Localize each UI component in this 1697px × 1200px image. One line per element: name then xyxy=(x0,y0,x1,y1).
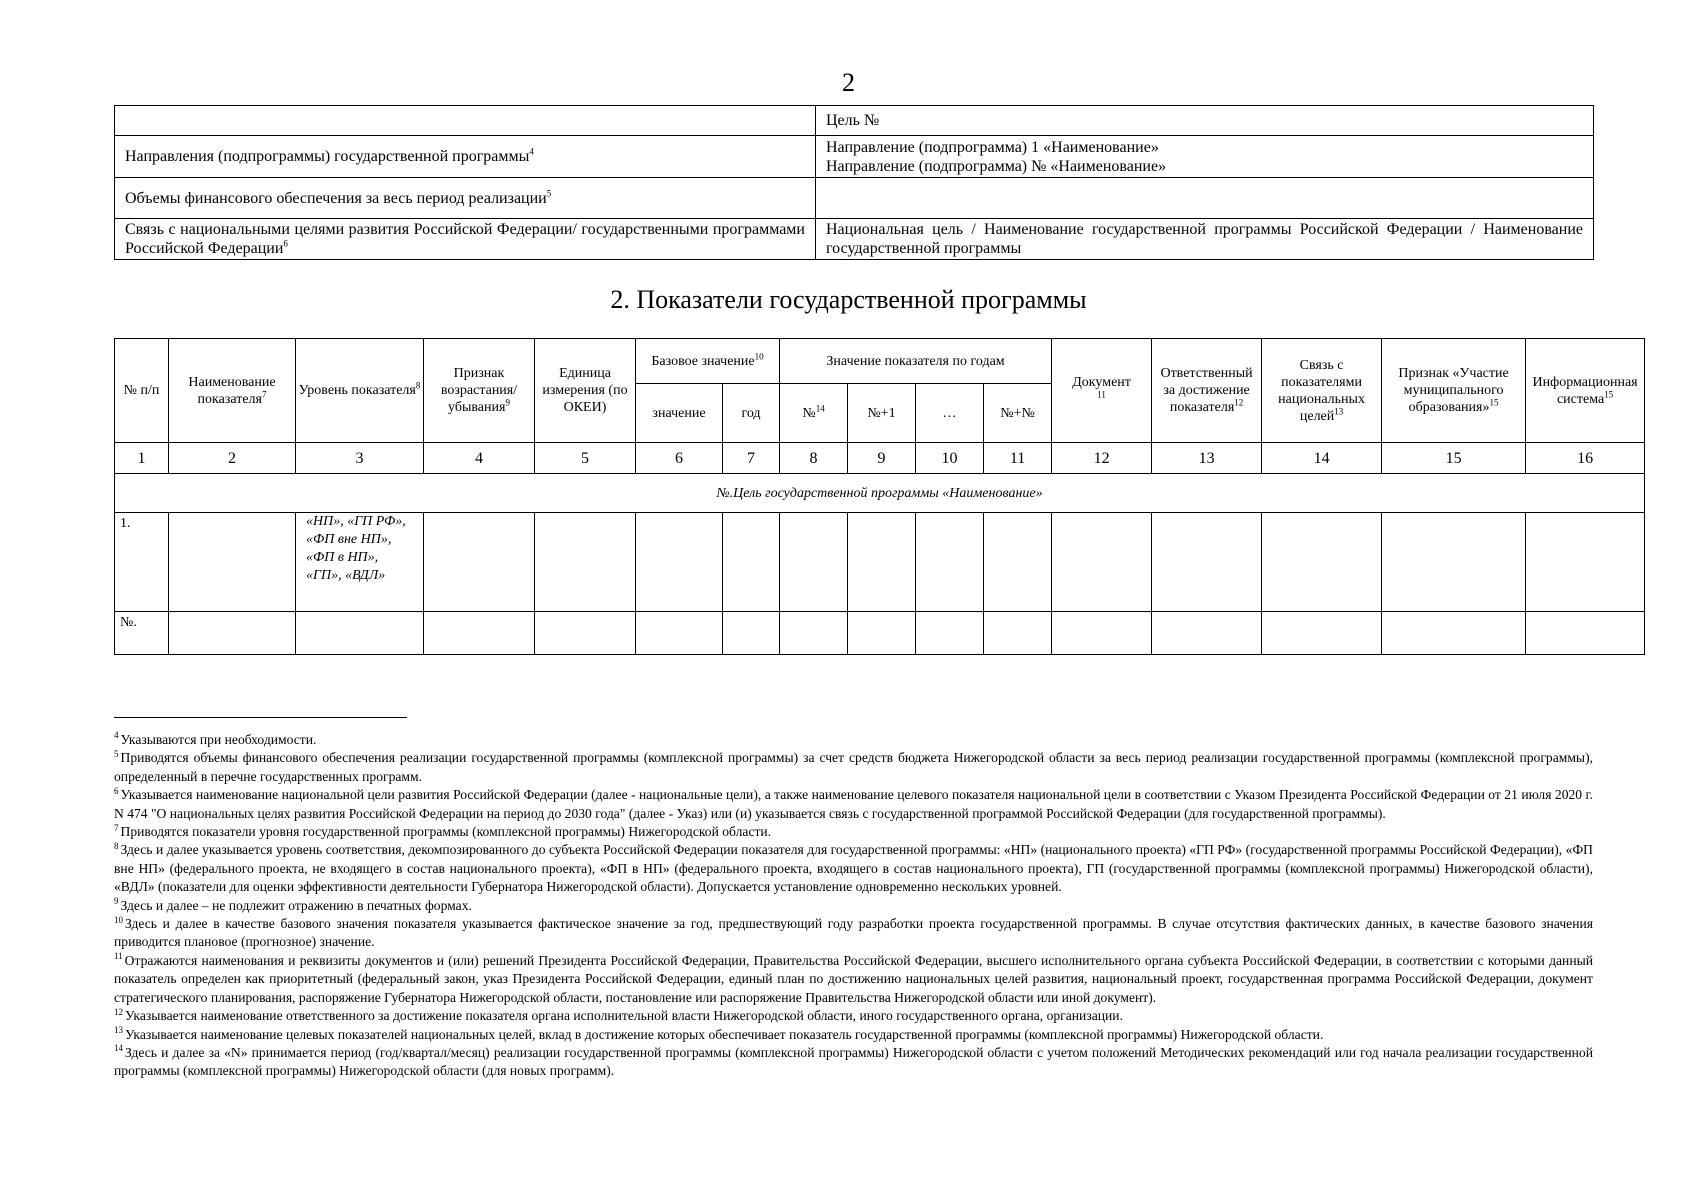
table-cell xyxy=(1526,612,1645,655)
table-cell xyxy=(916,612,984,655)
table-cell xyxy=(848,513,916,612)
table-cell xyxy=(1382,513,1526,612)
column-number: 12 xyxy=(1052,443,1152,474)
table-cell xyxy=(1526,513,1645,612)
footnote-ref: 7 xyxy=(261,388,267,399)
summary-label-text: Объемы финансового обеспечения за весь период реализации xyxy=(125,189,547,207)
summary-value-line: Направление (подпрограмма) № «Наименование» xyxy=(826,157,1167,175)
footnote-mark: 14 xyxy=(114,1043,123,1054)
header-years-group: Значение показателя по годам xyxy=(780,339,1052,384)
table-cell xyxy=(780,513,848,612)
summary-row-funding xyxy=(115,178,1594,219)
column-number: 10 xyxy=(916,443,984,474)
column-number: 9 xyxy=(848,443,916,474)
row-level xyxy=(296,612,424,655)
table-cell xyxy=(636,612,723,655)
header-row xyxy=(115,339,1645,384)
header-document xyxy=(1052,339,1152,443)
header-text: Наименование показателя xyxy=(188,374,276,407)
footnote xyxy=(114,841,1593,896)
footnote xyxy=(114,786,1593,823)
footnote xyxy=(114,952,1593,1007)
header-base xyxy=(636,339,780,384)
footnote xyxy=(114,1026,1593,1044)
footnote-text: Приводятся показатели уровня государственной программы (комплексной программы) Нижегородской области. xyxy=(120,824,772,840)
header-text: Признак возрастания/ убывания xyxy=(440,366,518,415)
header-year-nn: №+№ xyxy=(984,384,1052,443)
summary-row-goal xyxy=(115,106,1594,136)
footnote-text: Здесь и далее за «N» принимается период (год/квартал/месяц) реализации государственной программы (комплексной программы) Нижегородской области с учетом положений Методических рекомендаций или год начала реализации государственной программы (комплексной программы) Нижегородской области (для новых программ). xyxy=(114,1044,1593,1079)
footnote-text: Здесь и далее – не подлежит отражению в печатных формах. xyxy=(120,897,472,913)
footnote-ref: 12 xyxy=(1234,397,1244,408)
footnote xyxy=(114,749,1593,786)
table-cell xyxy=(1052,612,1152,655)
table-cell xyxy=(535,513,636,612)
summary-value-line: Направление (подпрограмма) 1 «Наименование» xyxy=(826,138,1159,156)
row-level: «НП», «ГП РФ», «ФП вне НП», «ФП в НП», «ГП», «ВДЛ» xyxy=(296,513,424,612)
indicators-table xyxy=(114,338,1645,655)
header-text: Ответственный за достижение показателя xyxy=(1160,366,1253,415)
summary-label-text: Направления (подпрограммы) государственной программы xyxy=(125,148,530,165)
footnote-mark: 7 xyxy=(114,822,119,833)
footnote-mark: 8 xyxy=(114,840,119,851)
footnote-mark: 12 xyxy=(114,1006,123,1017)
footnote-mark: 6 xyxy=(114,785,119,796)
column-number: 2 xyxy=(169,443,296,474)
summary-label xyxy=(115,136,816,178)
table-cell xyxy=(723,513,780,612)
row-num: 1. xyxy=(115,513,169,612)
table-cell xyxy=(1152,513,1262,612)
table-cell xyxy=(780,612,848,655)
table-row xyxy=(115,513,1645,612)
table-cell xyxy=(984,612,1052,655)
table-cell xyxy=(848,612,916,655)
goal-title: №.Цель государственной программы «Наименование» xyxy=(115,474,1645,513)
summary-value: Национальная цель / Наименование государственной программы Российской Федерации / Наименование государственной программы xyxy=(816,219,1594,260)
footnote-mark: 4 xyxy=(114,730,119,741)
table-cell xyxy=(1052,513,1152,612)
header-num: № п/п xyxy=(115,339,169,443)
page-number: 2 xyxy=(842,68,855,97)
summary-label xyxy=(115,106,816,136)
footnote-text: Здесь и далее указывается уровень соответствия, декомпозированного до субъекта Российской Федерации показателя для государственной программы: «НП» (национального проекта) «ГП РФ» (государственной программы Российской Федерации), «ФП вне НП» (федерального проекта, не входящего в состав национального проекта), «ФП в НП» (федерального проекта, входящего в состав национального проекта), ГП (государственной программы (комплексной программы) Нижегородской области), «ВДЛ» (показатели для оценки эффективности деятельности Губернатора Нижегородской области). Допускается установление одновременно нескольких уровней. xyxy=(114,842,1593,895)
column-number: 4 xyxy=(424,443,535,474)
header-responsible xyxy=(1152,339,1262,443)
summary-label-text: Связь с национальными целями развития Российской Федерации/ государственными программами Российской Федерации xyxy=(125,221,805,257)
footnote-text: Указывается наименование ответственного за достижение показателя органа исполнительной власти Нижегородской области, иного государственного органа, организации. xyxy=(125,1008,1123,1024)
summary-value xyxy=(816,178,1594,219)
column-number: 13 xyxy=(1152,443,1262,474)
footnote xyxy=(114,897,1593,915)
table-cell xyxy=(1382,612,1526,655)
column-number: 14 xyxy=(1262,443,1382,474)
summary-row-national-goals xyxy=(115,219,1594,260)
column-number: 1 xyxy=(115,443,169,474)
summary-label xyxy=(115,178,816,219)
header-municipal xyxy=(1382,339,1526,443)
table-cell xyxy=(169,513,296,612)
header-text: Связь с показателями национальных целей xyxy=(1278,357,1365,424)
table-cell xyxy=(1262,513,1382,612)
header-text: № xyxy=(802,405,816,421)
footnote-mark: 13 xyxy=(114,1024,123,1035)
footnote xyxy=(114,1007,1593,1025)
header-year-n1: №+1 xyxy=(848,384,916,443)
table-cell xyxy=(1262,612,1382,655)
footnote-ref: 8 xyxy=(415,380,421,391)
footnote-ref: 5 xyxy=(546,188,552,199)
footnote-ref: 6 xyxy=(283,238,288,249)
footnote-text: Указывается наименование национальной цели развития Российской Федерации (далее - национальные цели), а также наименование целевого показателя национальной цели в соответствии с Указом Президента Российской Федерации от 21 июля 2020 г. N 474 "О национальных целях развития Российской Федерации на период до 2030 года" (далее - Указ) или (и) указывается связь с государственной программой Российской Федерации (для государственной программы). xyxy=(114,787,1593,821)
footnote xyxy=(114,731,1593,749)
column-number: 16 xyxy=(1526,443,1645,474)
footnote-mark: 10 xyxy=(114,914,123,925)
summary-value xyxy=(816,136,1594,178)
table-cell xyxy=(169,612,296,655)
column-number: 15 xyxy=(1382,443,1526,474)
header-text: Уровень показателя xyxy=(298,383,416,398)
program-summary-table xyxy=(114,105,1594,260)
footnote-mark: 5 xyxy=(114,748,119,759)
footnote-text: Здесь и далее в качестве базового значения показателя указывается фактическое значение за год, предшествующий году разработки проекта государственной программы. В случае отсутствия фактических данных, в качестве базового значения приводится плановое (прогнозное) значение. xyxy=(114,916,1593,950)
footnote-ref: 11 xyxy=(1097,388,1106,399)
table-cell xyxy=(1152,612,1262,655)
footnote-ref: 13 xyxy=(1334,405,1344,416)
header-level xyxy=(296,339,424,443)
footnotes xyxy=(114,731,1593,1081)
header-text: Документ xyxy=(1072,374,1131,390)
header-name xyxy=(169,339,296,443)
summary-value xyxy=(816,106,1594,136)
header-unit: Единица измерения (по ОКЕИ) xyxy=(535,339,636,443)
table-cell xyxy=(636,513,723,612)
footnote-ref: 14 xyxy=(815,402,825,413)
header-infosys xyxy=(1526,339,1645,443)
header-link xyxy=(1262,339,1382,443)
table-cell xyxy=(984,513,1052,612)
header-trend xyxy=(424,339,535,443)
header-year-n xyxy=(780,384,848,443)
column-number: 3 xyxy=(296,443,424,474)
column-number-row xyxy=(115,443,1645,474)
section-title: 2. Показатели государственной программы xyxy=(610,285,1087,314)
column-number: 6 xyxy=(636,443,723,474)
footnote-ref: 9 xyxy=(505,397,510,408)
summary-label xyxy=(115,219,816,260)
row-num: №. xyxy=(115,612,169,655)
footnote-mark: 11 xyxy=(114,951,123,962)
footnote-separator xyxy=(114,717,407,718)
footnote-text: Указывается наименование целевых показателей национальных целей, вклад в достижение которых обеспечивает показатель государственной программы (комплексной программы) Нижегородской области. xyxy=(125,1026,1324,1042)
table-row xyxy=(115,612,1645,655)
header-year-ellipsis: … xyxy=(916,384,984,443)
table-cell xyxy=(424,612,535,655)
header-text: Информационная система xyxy=(1532,374,1638,407)
goal-row xyxy=(115,474,1645,513)
footnote-text: Указываются при необходимости. xyxy=(120,732,317,747)
header-text: Базовое значение xyxy=(651,353,755,369)
table-cell xyxy=(723,612,780,655)
footnote-ref: 15 xyxy=(1489,397,1499,408)
summary-row-directions xyxy=(115,136,1594,178)
header-base-year: год xyxy=(723,384,780,443)
column-number: 7 xyxy=(723,443,780,474)
footnote-text: Отражаются наименования и реквизиты документов и (или) решений Президента Российской Федерации, Правительства Российской Федерации, высшего исполнительного органа субъекта Российской Федерации, в соответствии с которыми данный показатель определен как приоритетный (федеральный закон, указ Президента Российской Федерации, единый план по достижению национальных целей развития, национальный проект, государственная программа Российской Федерации, документ стратегического планирования, распоряжение Губернатора Нижегородской области, постановление или распоряжение Правительства Нижегородской области или иной документ). xyxy=(114,952,1593,1005)
footnote xyxy=(114,915,1593,952)
column-number: 5 xyxy=(535,443,636,474)
table-cell xyxy=(916,513,984,612)
table-cell xyxy=(535,612,636,655)
header-base-value: значение xyxy=(636,384,723,443)
footnote-ref: 4 xyxy=(529,146,534,157)
summary-value-line: Цель № xyxy=(826,112,880,129)
column-number: 11 xyxy=(984,443,1052,474)
header-text: Признак «Участие муниципального образования» xyxy=(1398,366,1509,415)
footnote-mark: 9 xyxy=(114,896,119,907)
footnote xyxy=(114,1044,1593,1081)
footnote-text: Приводятся объемы финансового обеспечения реализации государственной программы (комплексной программы) за счет средств бюджета Нижегородской области за весь период реализации государственной программы (комплексной программы), определенный в перечне государственных программ. xyxy=(114,750,1593,784)
footnote-ref: 10 xyxy=(754,350,764,361)
footnote xyxy=(114,823,1593,841)
column-number: 8 xyxy=(780,443,848,474)
table-cell xyxy=(424,513,535,612)
footnote-ref: 15 xyxy=(1604,388,1614,399)
